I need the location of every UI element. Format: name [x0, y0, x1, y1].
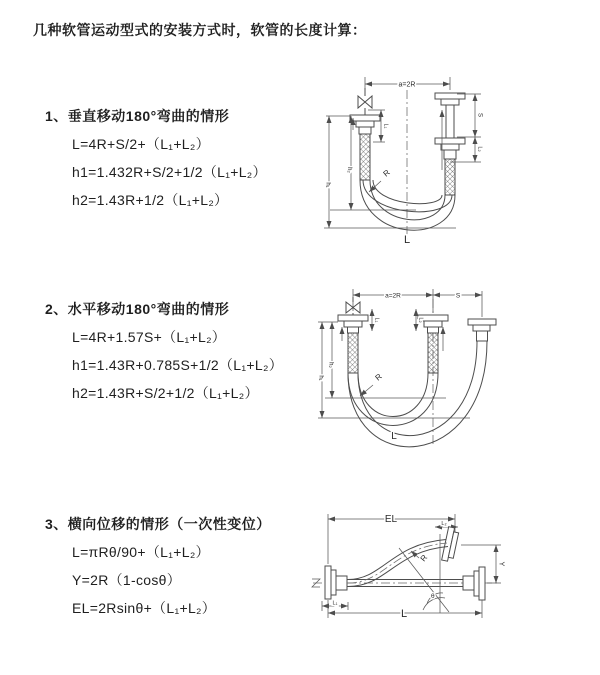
left-braided-hose — [348, 333, 358, 373]
radius-callout — [369, 168, 392, 192]
page-title: 几种软管运动型式的安装方式时，软管的长度计算： — [33, 22, 367, 38]
dim-label-h2: h₂ — [327, 362, 334, 368]
section-1-formula-h1: h1=1.432R+S/2+1/2（L₁+L₂） — [72, 164, 267, 180]
radius-label: R — [373, 371, 384, 383]
left-flange — [325, 566, 347, 599]
length-label: L — [403, 234, 411, 246]
section-3-formula-l: L=πRθ/90+（L₁+L₂） — [72, 544, 210, 560]
section-3-heading: 3、横向位移的情形（一次性变位） — [45, 516, 271, 532]
section-3-formula-el: EL=2Rsinθ+（L₁+L₂） — [72, 600, 217, 616]
diagram-lateral-displacement — [303, 506, 600, 648]
dimension-l2 — [475, 137, 483, 162]
right-flange-lower — [435, 138, 465, 159]
dimension-l2 — [416, 309, 424, 331]
upper-right-flange — [442, 527, 460, 563]
dim-label-a2r: a=2R — [398, 81, 416, 89]
dim-label-l1: L₁ — [373, 317, 380, 323]
dim-label-l2: L₂ — [441, 521, 447, 527]
right-flange-upper — [435, 93, 465, 138]
dim-label-l1: L₁ — [382, 123, 389, 129]
radius-callout — [360, 372, 384, 396]
dim-label-l2: L₂ — [476, 146, 483, 152]
dimension-length — [328, 600, 482, 620]
dim-label-a2r: a=2R — [385, 292, 401, 300]
dimension-l2 — [435, 521, 458, 527]
section-2-formula-l: L=4R+1.57S+（L₁+L₂） — [72, 329, 227, 345]
dimension-el — [328, 514, 455, 564]
section-2-heading: 2、水平移动180°弯曲的情形 — [45, 301, 230, 317]
dim-label-s: S — [455, 292, 461, 300]
section-1-heading: 1、垂直移动180°弯曲的情形 — [45, 108, 230, 124]
diagram-vertical-180-bend — [316, 70, 528, 262]
dim-label-h2: h₂ — [346, 167, 352, 173]
dim-label-l2: L₂ — [417, 317, 424, 323]
dimension-h1 — [318, 322, 471, 418]
dimension-l1 — [322, 601, 348, 612]
dim-label-l1: L₁ — [332, 600, 338, 607]
section-2-formula-h2: h2=1.43R+S/2+1/2（L₁+L₂） — [72, 385, 259, 401]
radius-label: R — [418, 553, 430, 564]
valve-icon — [358, 88, 372, 115]
length-label: L — [391, 431, 397, 442]
angle-label: θ — [431, 593, 435, 600]
u-bend-hose — [348, 341, 487, 447]
left-flange — [350, 115, 380, 134]
section-1-formula-h2: h2=1.43R+1/2（L₁+L₂） — [72, 192, 229, 208]
dim-label-y: Y — [497, 561, 505, 567]
angle-construction — [399, 534, 449, 613]
dimension-h1 — [324, 116, 456, 228]
dim-label-el: EL — [384, 514, 398, 525]
radius-label: R — [381, 167, 392, 179]
section-2-formula-h1: h1=1.43R+0.785S+1/2（L₁+L₂） — [72, 357, 283, 373]
section-1-formula-l: L=4R+S/2+（L₁+L₂） — [72, 136, 210, 152]
dim-label-h1: h₁ — [324, 182, 331, 188]
left-flange — [338, 315, 368, 333]
right-braided-hose — [445, 159, 455, 195]
middle-braided-hose — [428, 333, 438, 373]
right-flange — [468, 319, 496, 341]
section-3-formula-y: Y=2R（1-cosθ） — [72, 572, 182, 588]
length-label: L — [400, 608, 408, 620]
dim-label-s: S — [476, 112, 483, 118]
left-braided-hose — [360, 134, 370, 180]
dimension-s — [433, 293, 482, 300]
dim-label-h1: h₁ — [317, 375, 324, 381]
dimension-l1 — [372, 309, 380, 331]
diagram-horizontal-180-bend — [310, 283, 600, 455]
lower-right-flange — [463, 567, 485, 600]
